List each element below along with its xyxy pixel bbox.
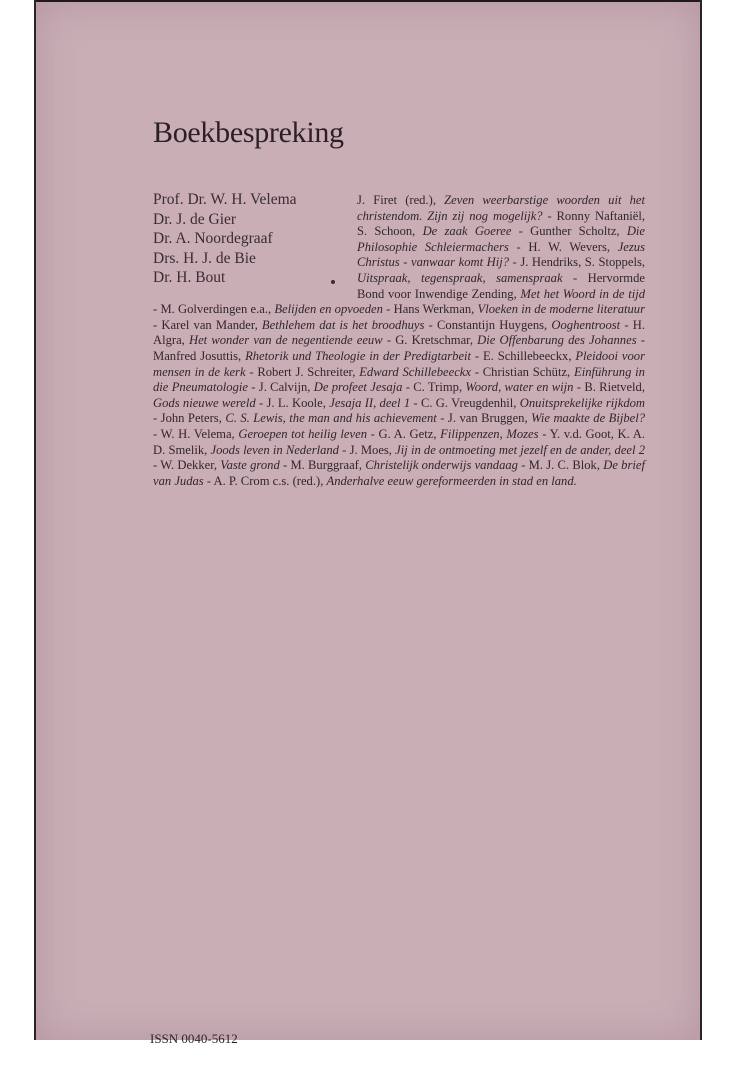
review-author: Constantijn Huygens, (437, 317, 552, 332)
review-book-title: Uitspraak, tegenspraak, samenspraak (357, 270, 563, 285)
review-separator: - (470, 364, 483, 379)
review-book-title: Bethlehem dat is het broodhuys (261, 317, 425, 332)
review-separator: - (153, 411, 161, 426)
review-author: H. W. Wevers, (528, 239, 618, 254)
review-book-title: C. S. Lewis, the man and his achievement (225, 411, 437, 426)
review-separator: - (279, 458, 291, 473)
review-separator: - (203, 473, 214, 488)
text-wrap-spacer (153, 193, 357, 294)
reviewer-name: Dr. H. Bout (153, 269, 226, 286)
review-separator: - (511, 224, 531, 239)
review-separator: - (436, 411, 448, 426)
review-author: J. Calvijn, (258, 380, 314, 395)
review-author: M. J. C. Blok, (528, 458, 604, 473)
review-separator: - (247, 380, 259, 395)
review-book-title: Die Philosophie Schleiermachers (357, 224, 645, 254)
review-author: J. L. Koole, (266, 395, 330, 410)
review-author: Y. v.d. Goot, K. A. D. Smelik, (153, 426, 645, 457)
review-book-title: Vaste grond (220, 458, 280, 473)
review-book-title: Die Offenbarung des Johannes (477, 333, 637, 348)
review-book-title: Filippenzen, Mozes (440, 426, 539, 441)
review-book-title: De brief van Judas (153, 458, 645, 488)
review-author: Christian Schütz, (482, 364, 574, 379)
review-author: M. Burggraaf, (290, 458, 366, 473)
review-book-title: De profeet Jesaja (313, 380, 403, 395)
review-author: Karel van Mander, (161, 317, 262, 332)
review-author: Hans Werkman, (393, 302, 478, 317)
review-author: B. Rietveld, (584, 380, 645, 395)
review-separator: - (410, 395, 421, 410)
review-separator: - (542, 208, 557, 223)
review-book-title: Jesaja II, deel 1 (329, 395, 411, 410)
review-book-title: Joods leven in Nederland (210, 442, 339, 457)
review-separator: - (255, 395, 267, 410)
review-book-title: Jezus Christus - vanwaar komt Hij? (357, 239, 645, 270)
reviewer-name: Dr. A. Noordegraaf (153, 230, 273, 247)
review-author: J. Moes, (349, 442, 396, 457)
review-book-title: Geroepen tot heilig leven (238, 426, 367, 441)
review-author: J. Hendriks, S. Stoppels, (520, 255, 645, 270)
review-separator: - (153, 317, 162, 332)
review-book-title: Het wonder van de negentiende eeuw (189, 333, 383, 348)
review-book-title: Einführung in die Pneumatologie (153, 364, 645, 395)
review-separator: - (636, 333, 645, 348)
review-book-title: Met het Woord in de tijd (520, 286, 645, 301)
review-separator: - (382, 302, 394, 317)
review-author: H. Algra, (153, 317, 646, 348)
review-separator: - (153, 458, 161, 473)
review-author: A. P. Crom c.s. (red.), (213, 473, 327, 488)
review-author: Ronny Naftaniël, S. Schoon, (357, 208, 645, 239)
review-separator: - (471, 348, 483, 363)
review-author: G. A. Getz, (378, 426, 441, 441)
reviewed-books-text (153, 193, 645, 489)
review-book-title: Pleidooi voor mensen in de kerk (153, 348, 645, 379)
review-author: J. van Bruggen, (447, 411, 532, 426)
review-book-title: Anderhalve eeuw gereformeerden in stad en land. (326, 473, 577, 488)
review-separator: - (245, 364, 258, 379)
review-separator: - (620, 317, 633, 332)
review-author: C. Trimp, (413, 380, 466, 395)
reviewer-name: Drs. H. J. de Bie (153, 249, 256, 267)
review-book-title: Edward Schillebeeckx (359, 364, 471, 379)
review-separator: - (402, 380, 414, 395)
review-separator: - (153, 302, 161, 317)
review-book-title: Rhetorik und Theologie in der Predigtarbeit (245, 348, 472, 363)
review-book-title: Wie maakte de Bijbel? (531, 411, 646, 426)
review-author: M. Golverdingen e.a., (160, 302, 275, 317)
back-cover (36, 2, 700, 1040)
review-separator: - (424, 317, 437, 332)
review-book-title: Gods nieuwe wereld (153, 395, 256, 410)
review-book-title: Belijden en opvoeden (274, 302, 383, 317)
review-author: W. Dekker, (160, 458, 221, 473)
review-separator: - (517, 458, 529, 473)
page-title: Boekbespreking (153, 116, 344, 149)
review-author: Gunther Scholtz, (530, 224, 627, 239)
review-separator: - (562, 270, 588, 285)
review-book-title: Ooghentroost (551, 317, 621, 332)
review-separator: - (538, 426, 550, 441)
review-separator: - (338, 442, 350, 457)
review-author: C. G. Vreugdenhil, (420, 395, 520, 410)
review-book-title: Zeven weerbarstige woorden uit het christendom. Zijn zij nog mogelijk? (357, 193, 646, 223)
review-separator: - (573, 380, 585, 395)
reviewer-name: Dr. J. de Gier (153, 210, 237, 228)
review-book-title: Woord, water en wijn (465, 380, 574, 395)
review-author: E. Schillebeeckx, (482, 348, 576, 363)
review-separator: - (382, 333, 396, 348)
review-book-title: De zaak Goeree (422, 224, 512, 239)
review-author: Hervormde Bond voor Inwendige Zending, (357, 270, 645, 301)
reviewer-name: Prof. Dr. W. H. Velema (153, 191, 297, 208)
review-author: John Peters, (160, 411, 226, 426)
review-author: Manfred Josuttis, (153, 348, 246, 363)
review-author: Robert J. Schreiter, (257, 364, 360, 379)
issn-number: ISSN 0040-5612 (150, 1031, 238, 1046)
review-book-title: Onuitsprekelijke rijkdom (519, 395, 646, 410)
review-author: W. H. Velema, (160, 426, 239, 441)
review-author: G. Kretschmar, (395, 333, 478, 348)
review-book-title: Jij in de ontmoeting met jezelf en de ander, deel 2 (395, 442, 646, 457)
review-separator: - (153, 426, 161, 441)
review-book-title: Christelijk onderwijs vandaag (365, 458, 518, 473)
review-separator: - (509, 255, 521, 270)
review-author: J. Firet (red.), (357, 193, 445, 207)
review-separator: - (508, 239, 529, 254)
review-separator: - (367, 426, 379, 441)
review-book-title: Vloeken in de moderne literatuur (477, 302, 646, 317)
